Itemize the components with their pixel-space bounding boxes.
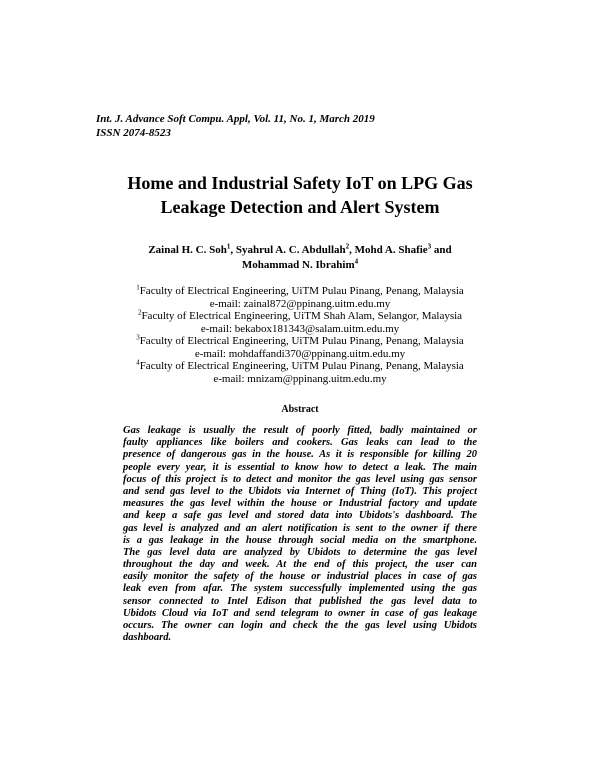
affiliation-mark: 4 — [136, 358, 140, 367]
abstract-line: faulty appliances like boilers and cookers. Gas leaks can lead to the — [123, 437, 477, 449]
abstract-line: and keep a safe gas level and stored data into Ubidots's dashboard. The — [123, 510, 477, 522]
author-affiliation-mark: 1 — [226, 242, 231, 251]
affiliation-list — [100, 285, 500, 385]
affiliation-mark: 3 — [136, 333, 140, 342]
title-line-2: Leakage Detection and Alert System — [160, 197, 440, 217]
author-affiliation-mark: 3 — [427, 242, 432, 251]
affiliation-text: Faculty of Electrical Engineering, UiTM Pulau Pinang, Penang, Malaysia — [139, 360, 464, 372]
abstract-line: is a gas leakage in the house through social media on the smartphone. — [123, 534, 477, 546]
journal-citation: Int. J. Advance Soft Compu. Appl, Vol. 11, No. 1, March 2019 — [96, 113, 375, 125]
affiliation-department — [100, 335, 500, 348]
author-separator: and — [431, 244, 452, 256]
affiliation-item — [100, 360, 500, 385]
abstract-line: Ubidots Cloud via IoT and send telegram to owner in case of gas leakage — [123, 607, 477, 619]
author-name: Mohammad N. Ibrahim — [241, 259, 355, 271]
journal-issn: ISSN 2074-8523 — [96, 127, 171, 139]
abstract-line: occurs. The owner can login and check the the gas level using Ubidots — [123, 620, 477, 631]
affiliation-item — [100, 335, 500, 360]
journal-header — [96, 112, 375, 140]
author-name: Mohd A. Shafie — [354, 244, 428, 256]
affiliation-item — [100, 310, 500, 335]
abstract-line: measures the gas level within the house or Industrial factory and update — [123, 498, 477, 510]
abstract-line: presence of dangerous gas in the house. As it is responsible for killing 20 — [123, 449, 477, 461]
affiliation-text: Faculty of Electrical Engineering, UiTM Pulau Pinang, Penang, Malaysia — [139, 335, 464, 347]
abstract-line: Gas leakage is usually the result of poorly fitted, badly maintained or — [123, 425, 477, 436]
affiliation-email: e-mail: mohdaffandi370@ppinang.uitm.edu.my — [194, 347, 406, 360]
affiliation-department — [100, 310, 500, 323]
title-line-1: Home and Industrial Safety IoT on LPG Gas — [127, 173, 473, 193]
abstract-body — [123, 425, 477, 644]
affiliation-email: e-mail: zainal872@ppinang.uitm.edu.my — [209, 297, 391, 310]
author-affiliation-mark: 4 — [354, 257, 359, 266]
affiliation-department — [100, 285, 500, 298]
author-separator: , — [230, 244, 236, 256]
affiliation-text: Faculty of Electrical Engineering, UiTM Pulau Pinang, Penang, Malaysia — [139, 285, 464, 297]
abstract-line: dashboard. — [123, 632, 172, 644]
author-affiliation-mark: 2 — [345, 242, 350, 251]
paper-title — [60, 171, 540, 219]
affiliation-email: e-mail: bekabox181343@salam.uitm.edu.my — [200, 322, 400, 335]
affiliation-item — [100, 285, 500, 310]
abstract-line: leak even from afar. The system successfully implemented using the gas — [123, 583, 477, 595]
author-name: Zainal H. C. Soh — [148, 244, 227, 256]
abstract-line: gas level is analyzed and an alert notification is sent to the owner if there — [123, 522, 477, 534]
abstract-line: throughout the day and week. At the end of this project, the user can — [123, 559, 477, 571]
affiliation-department — [100, 360, 500, 373]
abstract-heading: Abstract — [281, 404, 319, 415]
author-separator: , — [349, 244, 355, 256]
abstract-line: people every year, it is essential to know how to detect a leak. The main — [123, 461, 477, 473]
author-name: Syahrul A. C. Abdullah — [235, 244, 346, 256]
author-list — [90, 243, 510, 273]
abstract-line: The gas level data are analyzed by Ubidots to determine the gas level — [123, 546, 477, 558]
affiliation-text: Faculty of Electrical Engineering, UiTM Shah Alam, Selangor, Malaysia — [141, 310, 463, 322]
author-line-1 — [90, 243, 510, 258]
abstract-line: sensor connected to Intel Edison that published the gas level data to — [123, 595, 477, 607]
affiliation-mark: 1 — [136, 283, 140, 292]
abstract-line: easily monitor the safety of the house or industrial places in case of gas — [123, 571, 477, 583]
abstract-line: focus of this project is to detect and monitor the gas level using gas sensor — [123, 473, 477, 485]
affiliation-email: e-mail: mnizam@ppinang.uitm.edu.my — [213, 372, 387, 385]
author-line-2 — [90, 258, 510, 273]
affiliation-mark: 2 — [137, 308, 142, 317]
abstract-line: and send gas level to the Ubidots via Internet of Thing (IoT). This project — [123, 485, 477, 497]
